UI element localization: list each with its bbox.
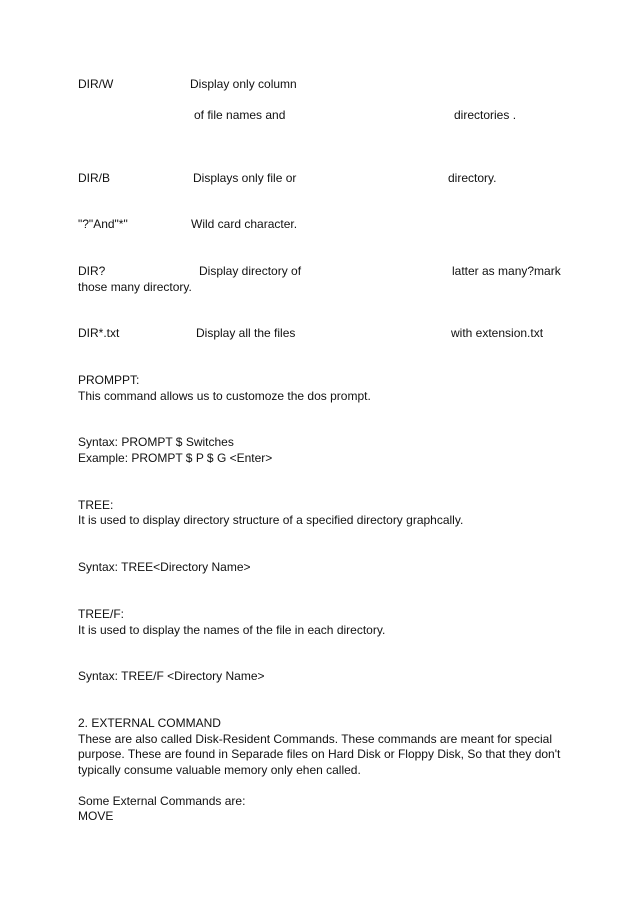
dir-q-command: DIR? — [78, 264, 106, 278]
prompt-desc: This command allows us to customoze the dos prompt. — [78, 389, 371, 403]
tree-heading: TREE: — [78, 498, 114, 512]
wildcard-desc: Wild card character. — [191, 217, 298, 231]
dir-txt-desc-1: Display all the files — [196, 326, 296, 340]
external-line-3: typically consume valuable memory only ehen called. — [78, 763, 361, 777]
dir-q-desc-3: those many directory. — [78, 280, 192, 294]
wildcard-command: "?"And"*" — [78, 217, 128, 231]
dir-b-desc-1: Displays only file or — [193, 171, 297, 185]
external-line-1: These are also called Disk-Resident Commands. These commands are meant for special — [78, 732, 552, 746]
dir-q-desc-1: Display directory of — [199, 264, 302, 278]
external-list-item: MOVE — [78, 809, 114, 823]
prompt-heading: PROMPPT: — [78, 373, 140, 387]
prompt-example: Example: PROMPT $ P $ G <Enter> — [78, 451, 273, 465]
prompt-syntax: Syntax: PROMPT $ Switches — [78, 435, 234, 449]
external-line-2: purpose. These are found in Separade files on Hard Disk or Floppy Disk, So that they don't — [78, 747, 561, 761]
tree-syntax: Syntax: TREE<Directory Name> — [78, 560, 251, 574]
dir-b-command: DIR/B — [78, 171, 111, 185]
dir-w-desc-3: directories . — [454, 108, 517, 122]
tree-desc: It is used to display directory structure of a specified directory graphcally. — [78, 513, 464, 527]
external-list-intro: Some External Commands are: — [78, 794, 246, 808]
dir-q-desc-2: latter as many?mark — [452, 264, 561, 278]
tree-f-heading: TREE/F: — [78, 607, 125, 621]
dir-txt-desc-2: with extension.txt — [451, 326, 544, 340]
tree-f-syntax: Syntax: TREE/F <Directory Name> — [78, 669, 265, 683]
external-heading: 2. EXTERNAL COMMAND — [78, 716, 221, 730]
dir-w-desc-2: of file names and — [194, 108, 286, 122]
dir-w-desc-1: Display only column — [190, 77, 297, 91]
dir-w-command: DIR/W — [78, 77, 114, 91]
dir-b-desc-2: directory. — [448, 171, 497, 185]
dir-txt-command: DIR*.txt — [78, 326, 120, 340]
tree-f-desc: It is used to display the names of the file in each directory. — [78, 623, 386, 637]
